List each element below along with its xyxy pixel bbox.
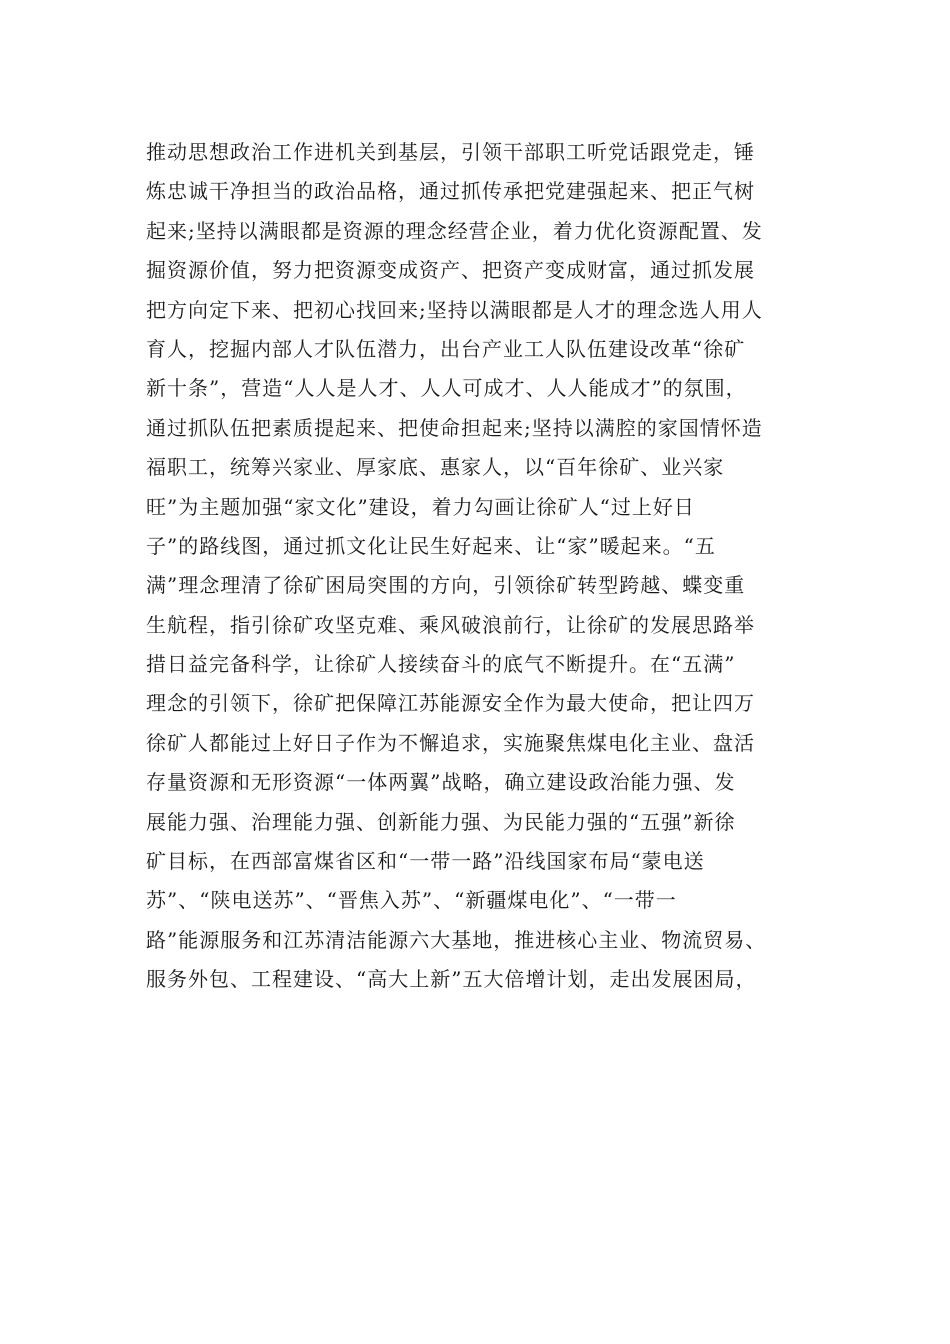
text-line: 苏”、“陕电送苏”、“晋焦入苏”、“新疆煤电化”、“一带一	[146, 888, 677, 913]
text-line: 措日益完备科学，让徐矿人接续奋斗的底气不断提升。在“五满”	[146, 652, 736, 677]
text-line: 推动思想政治工作进机关到基层，引领干部职工听党话跟党走，锤	[146, 140, 755, 164]
text-line: 理念的引领下，徐矿把保障江苏能源安全作为最大使命，把让四万	[146, 691, 755, 716]
text-line: 展能力强、治理能力强、创新能力强、为民能力强的“五强”新徐	[146, 809, 736, 834]
text-line: 通过抓队伍把素质提起来、把使命担起来;坚持以满腔的家国情怀造	[146, 415, 763, 440]
text-line: 新十条”，营造“人人是人才、人人可成才、人人能成才”的氛围，	[146, 376, 747, 401]
text-line: 旺”为主题加强“家文化”建设，着力勾画让徐矿人“过上好日	[146, 494, 695, 519]
text-line: 服务外包、工程建设、“高大上新”五大倍增计划，走出发展困局，	[146, 967, 757, 992]
text-line: 福职工，统筹兴家业、厚家底、惠家人，以“百年徐矿、业兴家	[146, 455, 725, 480]
text-line: 矿目标，在西部富煤省区和“一带一路”沿线国家布局“蒙电送	[146, 849, 705, 874]
text-line: 路”能源服务和江苏清洁能源六大基地，推进核心主业、物流贸易、	[146, 927, 767, 952]
text-line: 炼忠诚干净担当的政治品格，通过抓传承把党建强起来、把正气树	[146, 179, 755, 204]
text-line: 满”理念理清了徐矿困局突围的方向，引领徐矿转型跨越、蝶变重	[146, 573, 746, 598]
text-line: 存量资源和无形资源“一体两翼”战略，确立建设政治能力强、发	[146, 770, 736, 795]
body-paragraph	[146, 133, 816, 1000]
text-line: 育人，挖掘内部人才队伍潜力，出台产业工人队伍建设改革“徐矿	[146, 336, 746, 361]
text-line: 掘资源价值，努力把资源变成资产、把资产变成财富，通过抓发展	[146, 258, 755, 283]
text-line: 子”的路线图，通过抓文化让民生好起来、让“家”暖起来。“五	[146, 533, 716, 558]
text-line: 生航程，指引徐矿攻坚克难、乘风破浪前行，让徐矿的发展思路举	[146, 612, 755, 637]
text-line: 徐矿人都能过上好日子作为不懈追求，实施聚焦煤电化主业、盘活	[146, 730, 755, 755]
text-line: 把方向定下来、把初心找回来;坚持以满眼都是人才的理念选人用人	[146, 297, 763, 322]
text-line: 起来;坚持以满眼都是资源的理念经营企业，着力优化资源配置、发	[146, 218, 763, 243]
